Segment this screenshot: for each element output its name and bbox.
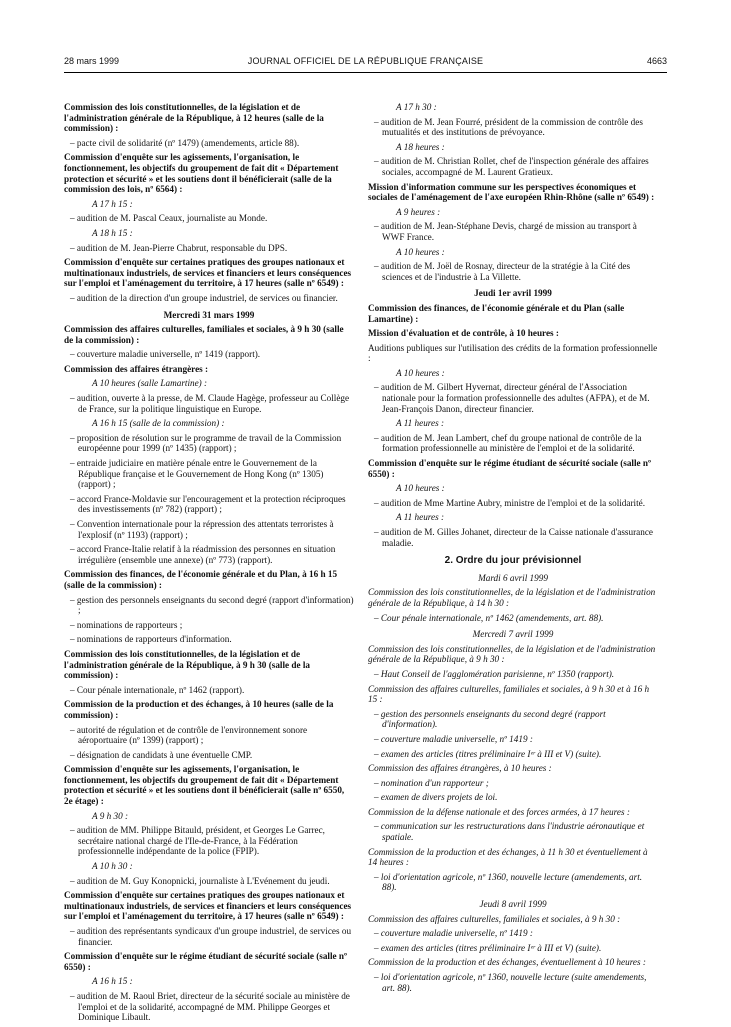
right-paragraph-17: Commission d'enquête sur le régime étudiant de sécurité sociale (salle nº 6550) : — [368, 458, 652, 479]
left-paragraph-36: – audition des représentants syndicaux d'un groupe industriel, de services ou financier. — [70, 926, 352, 947]
right-paragraph-7: A 10 heures : — [396, 246, 445, 257]
left-paragraph-14: – audition, ouverte à la presse, de M. Claude Hagège, professeur au Collège de France, sur la politique linguistique en Europe. — [70, 393, 350, 414]
right-paragraph-42: – couverture maladie universelle, nº 1419 : — [374, 928, 533, 939]
left-paragraph-29: – désignation de candidats à une éventuelle CMP. — [70, 749, 253, 760]
left-paragraph-21: Commission des finances, de l'économie générale et du Plan, à 16 h 15 (salle de la commission) : — [64, 569, 338, 590]
left-paragraph-10: Commission des affaires culturelles, familiales et sociales, à 9 h 30 (salle de la commission) : — [64, 324, 344, 345]
right-paragraph-26: Mercredi 7 avril 1999 — [472, 629, 554, 640]
left-paragraph-5: A 18 h 15 : — [92, 227, 133, 238]
right-paragraph-21: – audition de M. Gilles Johanet, directeur de la Caisse nationale d'assurance maladie. — [374, 527, 653, 548]
left-paragraph-17: – entraide judiciaire en matière pénale entre le Gouvernement de la République française et le Gouvernement de Hong Kong (nº 1305) (rapport) ; — [70, 458, 324, 490]
left-paragraph-34: – audition de M. Guy Konopnicki, journaliste à L'Evénement du jeudi. — [70, 875, 330, 886]
right-paragraph-36: Commission de la défense nationale et des forces armées, à 17 heures : — [368, 806, 630, 817]
header-page-number: 4663 — [646, 56, 667, 66]
left-paragraph-33: A 10 h 30 : — [92, 861, 133, 872]
right-paragraph-32: – examen des articles (titres préliminaire Iᵉʳ à III et V) (suite). — [374, 748, 602, 759]
left-paragraph-31: A 9 h 30 : — [92, 810, 129, 821]
left-paragraph-11: – couverture maladie universelle, nº 1419 (rapport). — [70, 349, 261, 360]
right-paragraph-38: Commission de la production et des échanges, à 11 h 30 et éventuellement à 14 heures : — [368, 846, 648, 868]
left-paragraph-4: – audition de M. Pascal Ceaux, journaliste au Monde. — [70, 213, 268, 224]
right-paragraph-12: Auditions publiques sur l'utilisation des crédits de la formation professionnelle : — [368, 342, 658, 364]
right-paragraph-40: Jeudi 8 avril 1999 — [479, 899, 547, 910]
left-paragraph-20: – accord France-Italie relatif à la réadmission des personnes en situation irrégulière (ensemble une annexe) (nº 773) (rapport). — [70, 544, 336, 565]
right-paragraph-37: – communication sur les restructurations dans l'industrie aéronautique et spatiale. — [374, 821, 645, 843]
right-column — [368, 102, 658, 997]
right-paragraph-18: A 10 heures : — [396, 483, 445, 494]
right-paragraph-39: – loi d'orientation agricole, nº 1360, nouvelle lecture (amendements, art. 88). — [374, 871, 643, 893]
left-paragraph-2: Commission d'enquête sur les agissements, l'organisation, le fonctionnement, les objectifs du groupement de fait dit « Département protection et sécurité » et les soutiens dont il bénéficierait (salle de la commission des lois, nº 6564) : — [64, 152, 339, 195]
left-paragraph-12: Commission des affaires étrangères : — [64, 363, 209, 374]
right-paragraph-29: Commission des affaires culturelles, familiales et sociales, à 9 h 30 et à 16 h 15 : — [368, 683, 650, 705]
right-paragraph-16: – audition de M. Jean Lambert, chef du groupe national de contrôle de la formation professionnelle au ministère de l'emploi et de la solidarité. — [374, 432, 642, 454]
right-paragraph-28: – Haut Conseil de l'agglomération parisienne, nº 1350 (rapport). — [374, 668, 615, 679]
right-paragraph-0: A 17 h 30 : — [396, 102, 437, 112]
right-paragraph-44: Commission de la production et des échanges, éventuellement à 10 heures : — [368, 957, 646, 968]
left-paragraph-24: – nominations de rapporteurs d'information. — [70, 634, 232, 645]
left-paragraph-16: – proposition de résolution sur le programme de travail de la Commission européenne pour 1999 (nº 1435) (rapport) ; — [70, 432, 342, 454]
right-paragraph-22: 2. Ordre du jour prévisionnel — [444, 555, 582, 567]
right-paragraph-41: Commission des affaires culturelles, familiales et sociales, à 9 h 30 : — [368, 913, 621, 924]
right-paragraph-35: – examen de divers projets de loi. — [374, 792, 498, 803]
left-paragraph-25: Commission des lois constitutionnelles, de la législation et de l'administration générale de la République, à 9 h 30 (salle de la commission) : — [64, 648, 311, 681]
right-paragraph-10: Commission des finances, de l'économie générale et du Plan (salle Lamartine) : — [368, 302, 625, 324]
left-paragraph-26: – Cour pénale internationale, nº 1462 (rapport). — [70, 684, 245, 695]
right-paragraph-5: A 9 heures : — [396, 206, 441, 217]
right-paragraph-1: – audition de M. Jean Fourré, président de la commission de contrôle des mutualités et des institutions de prévoyance. — [374, 116, 643, 138]
left-paragraph-38: A 16 h 15 : — [92, 976, 133, 987]
right-paragraph-2: A 18 heures : — [396, 141, 445, 152]
left-paragraph-6: – audition de M. Jean-Pierre Chabrut, responsable du DPS. — [70, 242, 288, 253]
left-paragraph-15: A 16 h 15 (salle de la commission) : — [92, 418, 225, 429]
right-paragraph-20: A 11 heures : — [396, 512, 445, 523]
page-header — [64, 56, 667, 70]
left-paragraph-32: – audition de MM. Philippe Bitauld, président, et Georges Le Garrec, secrétaire national chargé de l'Ile-de-France, à la Fédération professionnelle indépendante de la police (FPIP). — [70, 825, 325, 857]
left-paragraph-1: – pacte civil de solidarité (nº 1479) (amendements, article 88). — [70, 137, 300, 148]
left-paragraph-19: – Convention internationale pour la répression des attentats terroristes à l'explosif (nº 1193) (rapport) ; — [70, 519, 334, 540]
right-paragraph-43: – examen des articles (titres préliminaire Iᵉʳ à III et V) (suite). — [374, 942, 602, 953]
header-title: JOURNAL OFFICIEL DE LA RÉPUBLIQUE FRANÇAISE — [247, 56, 484, 66]
left-paragraph-18: – accord France-Moldavie sur l'encouragement et la protection réciproques des investissements (nº 782) (rapport) ; — [70, 493, 346, 515]
right-paragraph-9: Jeudi 1er avril 1999 — [474, 288, 552, 299]
left-column — [64, 102, 354, 1027]
left-paragraph-35: Commission d'enquête sur certaines pratiques des groupes nationaux et multinationaux industriels, de services et financiers et leurs conséquences sur l'emploi et l'aménagement du territoire, à 17 heures (salle nº 6549) : — [64, 890, 352, 922]
right-paragraph-11: Mission d'évaluation et de contrôle, à 10 heures : — [368, 328, 559, 339]
right-paragraph-14: – audition de M. Gilbert Hyvernat, directeur général de l'Association nationale pour la formation professionnelle des adultes (AFPA), et de M. Jean-François Danon, directeur financier. — [374, 382, 650, 414]
right-paragraph-3: – audition de M. Christian Rollet, chef de l'inspection générale des affaires sociales, accompagné de M. Laurent Gratieux. — [374, 156, 649, 177]
left-paragraph-9: Mercredi 31 mars 1999 — [163, 309, 255, 320]
left-paragraph-30: Commission d'enquête sur les agissements, l'organisation, le fonctionnement, les objectifs du groupement de fait dit « Département protection et sécurité » et les soutiens dont il bénéficierait (salle nº 6550, 2e étage) : — [64, 764, 345, 807]
right-paragraph-31: – couverture maladie universelle, nº 1419 : — [374, 733, 533, 744]
right-paragraph-8: – audition de M. Joël de Rosnay, directeur de la stratégie à la Cité des sciences et de l'industrie à La Villette. — [374, 261, 631, 282]
right-paragraph-30: – gestion des personnels enseignants du second degré (rapport d'information). — [374, 708, 606, 730]
right-paragraph-23: Mardi 6 avril 1999 — [478, 572, 548, 583]
left-paragraph-23: – nominations de rapporteurs ; — [70, 619, 183, 630]
right-paragraph-15: A 11 heures : — [396, 418, 445, 429]
left-paragraph-39: – audition de M. Raoul Briet, directeur de la sécurité sociale au ministère de l'emploi et de la solidarité, accompagné de MM. Philippe Georges et Dominique Libault. — [70, 990, 350, 1023]
right-paragraph-6: – audition de M. Jean-Stéphane Devis, chargé de mission au transport à WWF France. — [374, 221, 637, 242]
left-paragraph-28: – autorité de régulation et de contrôle de l'environnement sonore aéroportuaire (nº 1399) (rapport) ; — [70, 724, 308, 746]
right-paragraph-27: Commission des lois constitutionnelles, de la législation et de l'administration générale de la République, à 9 h 30 : — [368, 643, 656, 665]
right-paragraph-25: – Cour pénale internationale, nº 1462 (amendements, art. 88). — [374, 612, 604, 623]
right-paragraph-45: – loi d'orientation agricole, nº 1360, nouvelle lecture (suite amendements, art. 88). — [374, 972, 647, 993]
right-paragraph-33: Commission des affaires étrangères, à 10 heures : — [368, 763, 552, 774]
right-paragraph-24: Commission des lois constitutionnelles, de la législation et de l'administration générale de la République, à 14 h 30 : — [368, 587, 656, 608]
left-paragraph-8: – audition de la direction d'un groupe industriel, de services ou financier. — [70, 292, 338, 303]
left-paragraph-3: A 17 h 15 : — [92, 198, 133, 209]
left-paragraph-37: Commission d'enquête sur le régime étudiant de sécurité sociale (salle nº 6550) : — [64, 951, 348, 972]
left-paragraph-13: A 10 heures (salle Lamartine) : — [92, 378, 208, 389]
right-paragraph-34: – nomination d'un rapporteur ; — [374, 777, 489, 788]
right-paragraph-4: Mission d'information commune sur les perspectives économiques et sociales de l'aménagement de l'axe européen Rhin-Rhône (salle nº 6549) : — [368, 181, 655, 203]
right-paragraph-13: A 10 heures : — [396, 367, 445, 378]
left-paragraph-7: Commission d'enquête sur certaines pratiques des groupes nationaux et multinationaux industriels, de services et financiers et leurs conséquences sur l'emploi et l'aménagement du territoire, à 17 heures (salle nº 6549) : — [64, 257, 352, 289]
right-paragraph-19: – audition de Mme Martine Aubry, ministre de l'emploi et de la solidarité. — [374, 497, 646, 508]
left-paragraph-0: Commission des lois constitutionnelles, de la législation et de l'administration générale de la République, à 12 heures (salle de la commission) : — [64, 102, 324, 134]
header-rule — [64, 72, 667, 73]
left-paragraph-22: – gestion des personnels enseignants du second degré (rapport d'information) ; — [70, 594, 354, 616]
left-paragraph-27: Commission de la production et des échanges, à 10 heures (salle de la commission) : — [64, 699, 334, 720]
header-date: 28 mars 1999 — [64, 56, 120, 66]
